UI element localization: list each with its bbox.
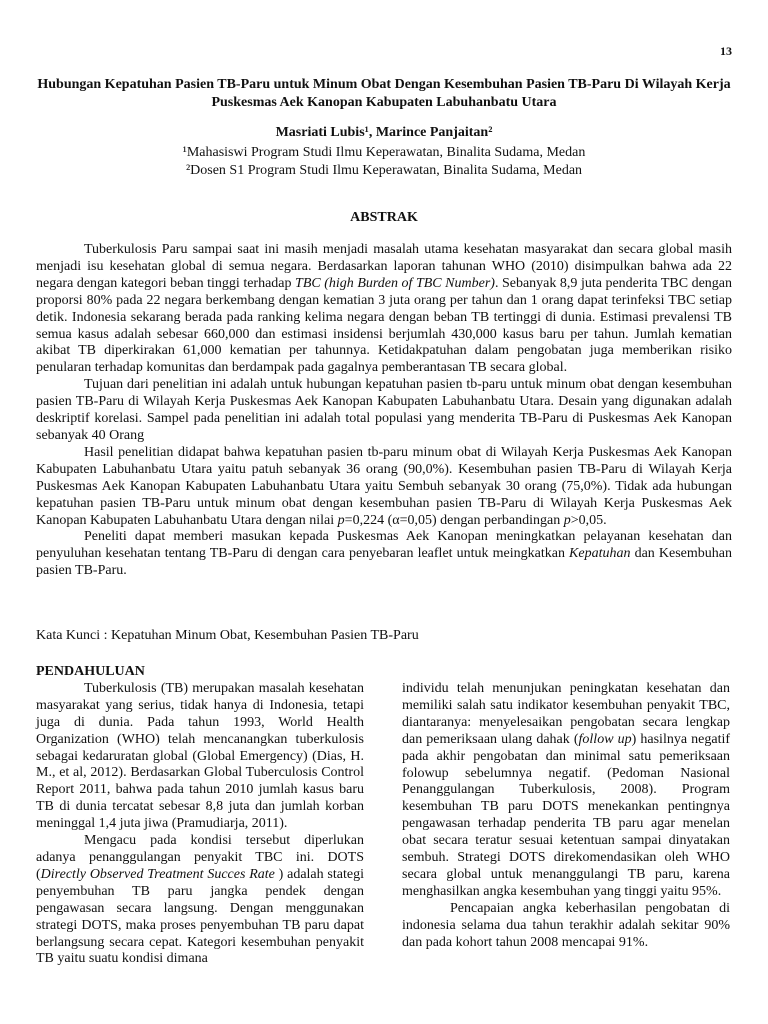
body-italic-text: follow up — [578, 731, 632, 747]
abstract-body — [36, 242, 732, 580]
p-value-symbol: p — [337, 512, 345, 528]
keywords: Kata Kunci : Kepatuhan Minum Obat, Kesembuhan Pasien TB-Paru — [36, 628, 419, 643]
right-column — [402, 681, 730, 952]
abstract-text: dan Kesembuhan pasien TB-Paru. — [36, 546, 732, 579]
body-text: ) hasilnya negatif pada akhir pengobatan dan minimal satu pemeriksaan folowup sebelumnya negatif. (Pedoman Nasional Penanggulangan Tuberkulosis, 2008). Program kesembuhan TB paru DOTS menekankan pentingnya pengawasan terhadap penderita TB paru agar menelan obat secara teratur sesuai ketentuan sampai dinyatakan sembuh. Strategi DOTS direkomendasikan oleh WHO secara global untuk menanggulangi TB paru, karena menghasilkan angka kesembuhan yang tinggi yaitu 95%. — [402, 731, 731, 899]
body-text: ) adalah stategi penyembuhan TB paru jangka pendek dengan pengawasan secara langsung. Dengan menggunakan strategi DOTS, maka proses penyembuhan TB paru dapat berlangsung secara cepat. Kategori kesembuhan penyakit TB yaitu suatu kondisi dimana — [36, 866, 364, 967]
body-text: Mengacu pada kondisi tersebut diperlukan adanya penanggulangan penyakit TBC ini. DOTS ( — [36, 833, 364, 882]
affiliation-1: ¹Mahasiswi Program Studi Ilmu Keperawatan, Binalita Sudama, Medan — [182, 145, 586, 160]
abstract-text: Hasil penelitian didapat bahwa kepatuhan pasien tb-paru minum obat di Wilayah Kerja Puskesmas Aek Kanopan Kabupaten Labuhanbatu Utara yaitu patuh sebanyak 36 orang (90,0%). Kesembuhan pasien TB-Paru di Wilayah Kerja Puskesmas Aek Kanopan Kabupaten Labuhanbatu Utara yaitu Sembuh sebanyak 30 orang (75,0%). Tidak ada hubungan kepatuhan pasien TB-Paru untuk minum obat dengan kesembuhan pasien TB-Paru di Wilayah Kerja Puskesmas Aek Kanopan Kabupaten Labuhanbatu Utara dengan nilai — [36, 444, 732, 528]
abstract-text: Tuberkulosis Paru sampai saat ini masih menjadi masalah utama kesehatan masyarakat dan secara global masih menjadi isu kesehatan global di semua negara. Berdasarkan laporan tahunan WHO (2010) disimpulkan bahwa ada 22 negara dengan kategori beban tinggi terhadap — [36, 242, 732, 291]
abstract-italic-text: Kepatuhan — [569, 546, 631, 562]
body-text: individu telah menunjukan peningkatan kesehatan dan memiliki salah satu indikator kesembuhan penyakit TBC, diantaranya: menyelesaikan pengobatan secara lengkap dan pemeriksaan ulang dahak ( — [402, 681, 730, 747]
body-paragraph: Pencapaian angka keberhasilan pengobatan di indonesia selama dua tahun terakhir adalah sekitar 90% dan pada kohort tahun 2008 mencapai 91%. — [402, 900, 730, 950]
left-column — [36, 664, 364, 968]
body-italic-text: Directly Observed Treatment Succes Rate — [40, 866, 275, 882]
abstract-italic-text: TBC (high Burden of TBC Number) — [295, 275, 495, 291]
abstract-paragraph — [36, 529, 732, 580]
body-paragraph — [36, 833, 364, 968]
section-heading: PENDAHULUAN — [36, 664, 145, 679]
abstract-text: =0,224 (α=0,05) dengan perbandingan — [344, 512, 564, 528]
abstract-paragraph — [36, 242, 732, 377]
abstract-paragraph: Tujuan dari penelitian ini adalah untuk hubungan kepatuhan pasien tb-paru untuk minum obat dengan kesembuhan pasien TB-Paru di Wilayah Kerja Puskesmas Aek Kanopan Kabupaten Labuhanbatu Utara. Desain yang digunakan adalah deskriptif korelasi. Sampel pada penelitian ini adalah total populasi yang menderita TB-Paru di Puskesmas Aek Kanopan sebanyak 40 Orang — [36, 377, 732, 443]
abstract-text: . Sebanyak 8,9 juta penderita TBC dengan proporsi 80% pada 22 negara berkembang dengan kematian 3 juta orang per tahun dan 1 orang dapat terinfeksi TBC setiap detik. Indonesia sekarang berada pada ranking kelima negara dengan beban TB tertinggi di dunia. Estimasi prevalensi TB semua kasus adalah sebesar 660,000 dan estimasi insidensi berjumlah 430,000 kasus baru per tahun. Jumlah kematian akibat TB diperkirakan 61,000 kematian per tahunnya. Ketidakpatuhan dalam pengobatan juga memberikan risiko penularan terhadap komunitas dan berdampak pada gagalnya pemberantasan TB secara global. — [36, 275, 732, 376]
author-names: Masriati Lubis¹, Marince Panjaitan² — [275, 125, 493, 140]
p-value-symbol: p — [563, 512, 571, 528]
affiliation-2: ²Dosen S1 Program Studi Ilmu Keperawatan, Binalita Sudama, Medan — [185, 163, 583, 178]
author-block — [36, 124, 732, 180]
abstract-text: Peneliti dapat memberi masukan kepada Puskesmas Aek Kanopan meningkatkan pelayanan kesehatan dan penyuluhan kesehatan tentang TB-Paru di dengan cara penyebaran leaflet untuk meingkatkan — [36, 529, 732, 562]
abstract-paragraph — [36, 445, 732, 530]
abstract-text: >0,05. — [570, 512, 607, 528]
abstract-heading: ABSTRAK — [350, 210, 418, 225]
body-paragraph: Tuberkulosis (TB) merupakan masalah kesehatan masyarakat yang serius, tidak hanya di Indonesia, tetapi juga di dunia. Pada tahun 1993, World Health Organization (WHO) telah mencanangkan tuberkulosis sebagai kedaruratan global (Global Emergency) (Dias, H. M., et al, 2012). Berdasarkan Global Tuberculosis Control Report 2011, bahwa pada tahun 2010 jumlah kasus baru TB di dunia tercatat sebesar 8,8 juta dan jumlah korban meninggal 1,4 juta jiwa (Pramudiarja, 2011). — [36, 680, 364, 832]
body-paragraph — [402, 681, 730, 901]
paper-title: Hubungan Kepatuhan Pasien TB-Paru untuk Minum Obat Dengan Kesembuhan Pasien TB-Paru Di Wilayah Kerja Puskesmas Aek Kanopan Kabupaten Labuhanbatu Utara — [37, 77, 731, 110]
page-number: 13 — [720, 44, 732, 58]
